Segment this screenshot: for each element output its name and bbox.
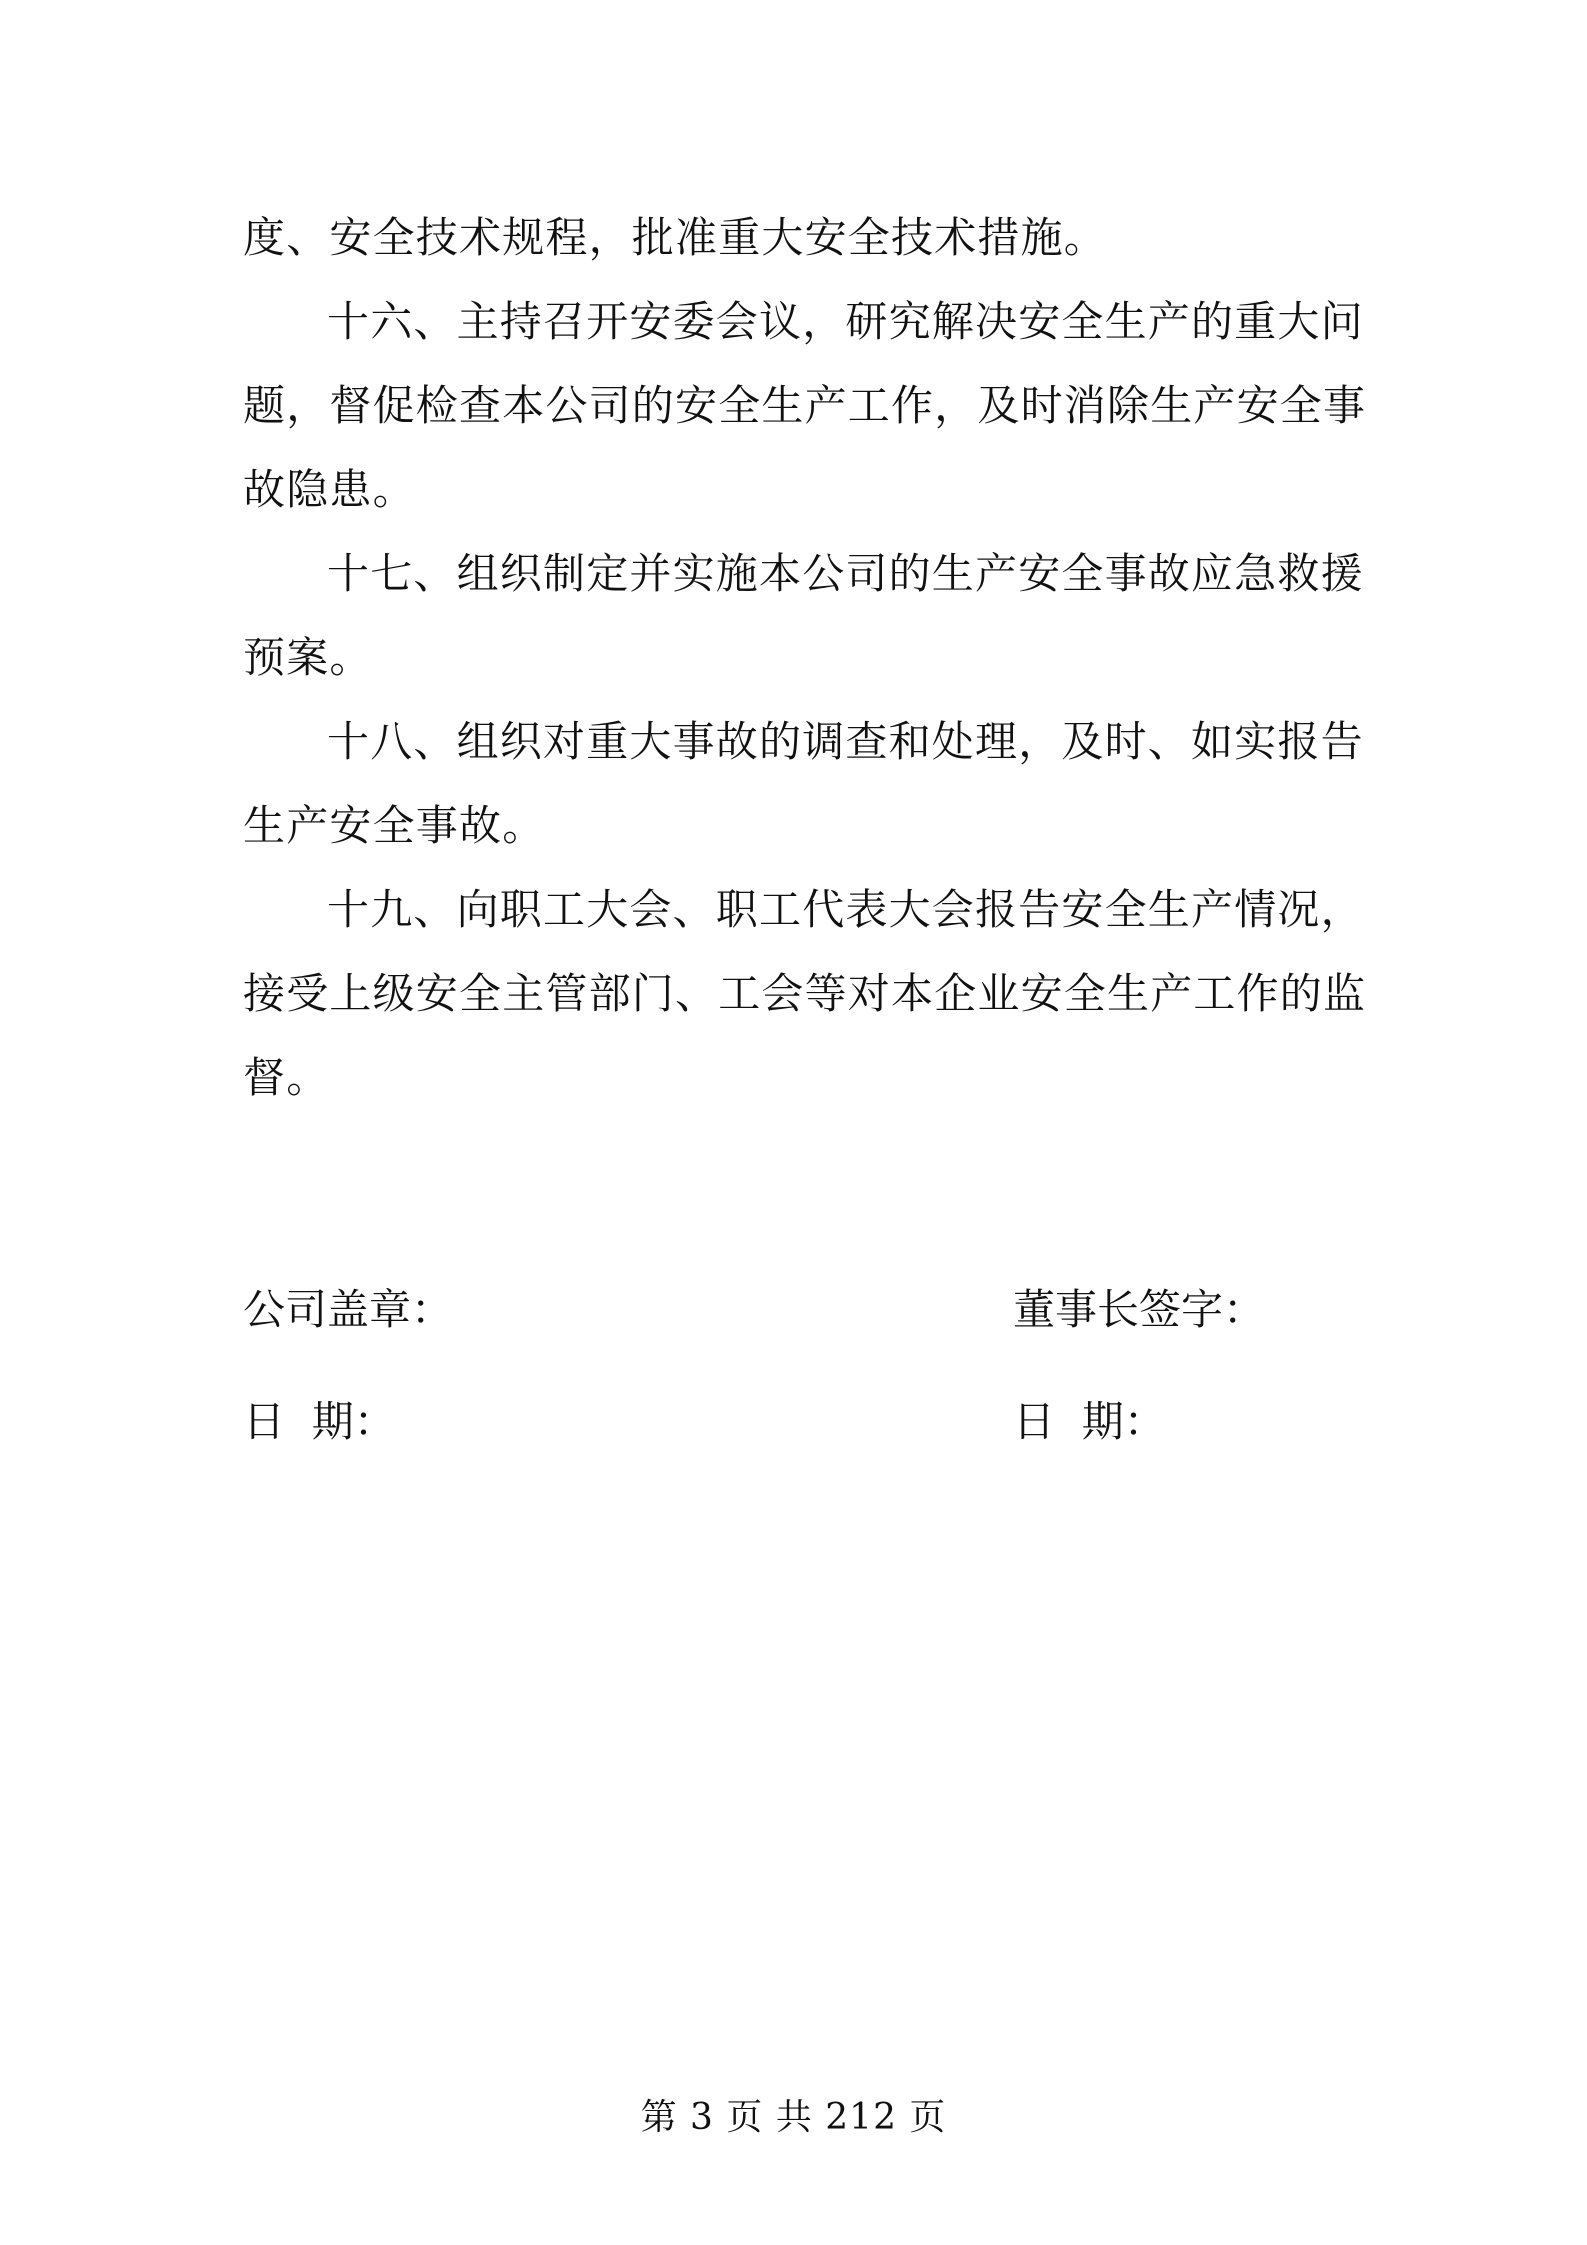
- text-line: 督。: [243, 1053, 330, 1102]
- text-line: 度、安全技术规程，批准重大安全技术措施。: [243, 213, 1108, 262]
- date-label-right: 日 期：: [1013, 1397, 1166, 1446]
- text-line: 十八、组织对重大事故的调查和处理，及时、如实报告: [327, 717, 1364, 766]
- signature-row: [243, 1268, 1353, 1352]
- text-line: 接受上级安全主管部门、工会等对本企业安全生产工作的监: [243, 969, 1367, 1018]
- text-line: 十六、主持召开安委会议，研究解决安全生产的重大问: [327, 297, 1364, 346]
- signature-block: [243, 1268, 1353, 1488]
- text-line: 预案。: [243, 633, 373, 682]
- text-line: 题，督促检查本公司的安全生产工作，及时消除生产安全事: [243, 381, 1367, 430]
- date-row: [243, 1380, 1353, 1464]
- text-line: 生产安全事故。: [243, 801, 546, 850]
- page-number-footer: 第 3 页 共 212 页: [640, 2097, 947, 2138]
- chairman-signature-label: 董事长签字：: [1013, 1285, 1266, 1334]
- body-text: [243, 196, 1367, 1120]
- text-line: 十七、组织制定并实施本公司的生产安全事故应急救援: [327, 549, 1364, 598]
- date-label-left: 日 期：: [243, 1397, 396, 1446]
- company-seal-label: 公司盖章：: [243, 1285, 454, 1334]
- text-line: 十九、向职工大会、职工代表大会报告安全生产情况，: [327, 885, 1364, 934]
- text-line: 故隐患。: [243, 465, 416, 514]
